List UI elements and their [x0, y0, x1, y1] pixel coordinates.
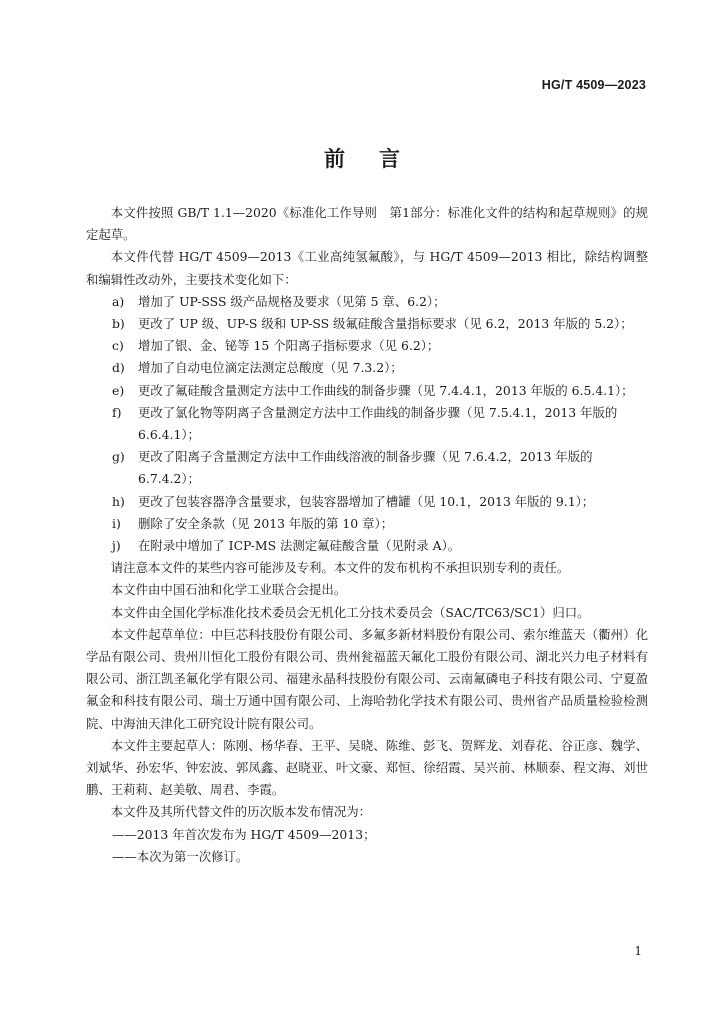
list-item-label: e) — [112, 382, 125, 398]
list-item-label: f) — [112, 404, 122, 420]
list-item-text: 更改了 UP 级、UP-S 级和 UP-SS 级氟硅酸含量指标要求（见 6.2，2013 年版的 5.2）； — [138, 316, 633, 332]
paragraph-history-intro: 本文件及其所代替文件的历次版本发布情况为： — [110, 804, 371, 820]
list-item-text: 增加了银、金、铋等 15 个阳离子指标要求（见 6.2）； — [138, 338, 440, 354]
list-item-label: g) — [112, 449, 125, 465]
list-item — [86, 535, 648, 557]
list-item — [86, 291, 648, 313]
list-item — [86, 335, 648, 357]
list-item-label: a) — [112, 293, 125, 309]
list-item-label: b) — [112, 316, 125, 332]
paragraph-patent-notice: 请注意本文件的某些内容可能涉及专利。本文件的发布机构不承担识别专利的责任。 — [110, 560, 570, 576]
list-item — [86, 513, 648, 535]
list-item-text: 删除了安全条款（见 2013 年版的第 10 章）； — [138, 515, 394, 531]
paragraph-replacement: 本文件代替 HG/T 4509—2013《工业高纯氢氟酸》，与 HG/T 4509—2013 相比，除结构调整和编辑性改动外，主要技术变化如下： — [86, 249, 648, 287]
standard-number: HG/T 4509—2023 — [541, 78, 646, 92]
paragraph-proposer: 本文件由中国石油和化学工业联合会提出。 — [110, 582, 347, 598]
page-number: 1 — [634, 944, 642, 958]
list-item-text: 在附录中增加了 ICP-MS 法测定氟硅酸含量（见附录 A）。 — [138, 538, 461, 554]
list-item — [86, 491, 648, 513]
paragraph-drafting-units: 本文件起草单位：中巨芯科技股份有限公司、多氟多新材料股份有限公司、索尔维蓝天（衢州）化学品有限公司、贵州川恒化工股份有限公司、贵州瓮福蓝天氟化工股份有限公司、湖北兴力电子材料有限公司、浙江凯圣氟化学有限公司、福建永晶科技股份有限公司、云南氟磷电子科技有限公司、宁夏盈氟金和科技有限公司、瑞士万通中国有限公司、上海哈勃化学技术有限公司、贵州省产品质量检验检测院、中海油天津化工研究设计院有限公司。 — [86, 626, 648, 731]
list-item-text: 增加了自动电位滴定法测定总酸度（见 7.3.2）； — [138, 360, 403, 376]
list-item — [86, 313, 648, 335]
list-item-label: c) — [112, 338, 124, 354]
paragraph-committee: 本文件由全国化学标准化技术委员会无机化工分技术委员会（SAC/TC63/SC1）归口。 — [110, 604, 590, 620]
paragraph-drafters: 本文件主要起草人：陈刚、杨华春、王平、吴晓、陈维、彭飞、贺辉龙、刘春花、谷正彦、魏学、刘斌华、孙宏华、钟宏波、郭凤鑫、赵晓亚、叶文豪、郑恒、徐绍霞、吴兴前、林顺泰、程文海、刘世鹏、王莉莉、赵美敬、周君、李霞。 — [86, 737, 648, 798]
list-item-text: 更改了氟硅酸含量测定方法中工作曲线的制备步骤（见 7.4.4.1，2013 年版的 6.5.4.1）； — [138, 382, 634, 398]
changes-list — [86, 291, 648, 557]
list-item — [86, 357, 648, 379]
list-item-text: 更改了阳离子含量测定方法中工作曲线溶液的制备步骤（见 7.6.4.2，2013 年版的 6.7.4.2）； — [138, 449, 593, 487]
list-item-label: h) — [112, 493, 125, 509]
list-item — [86, 380, 648, 402]
list-item-text: 更改了包装容器净含量要求，包装容器增加了槽罐（见 10.1，2013 年版的 9.1）； — [138, 493, 595, 509]
list-item-text: 增加了 UP-SSS 级产品规格及要求（见第 5 章、6.2）； — [138, 293, 446, 309]
page-title: 前言 — [324, 146, 434, 171]
list-item-text: 更改了氯化物等阴离子含量测定方法中工作曲线的制备步骤（见 7.5.4.1，2013 年版的 6.6.4.1）； — [138, 404, 618, 443]
list-item-label: j) — [112, 538, 121, 554]
foreword-body — [86, 202, 648, 868]
list-item-label: i) — [112, 515, 121, 531]
list-item — [86, 402, 648, 446]
history-item: ——本次为第一次修订。 — [112, 848, 249, 864]
paragraph-drafting-rules: 本文件按照 GB/T 1.1—2020《标准化工作导则 第1部分：标准化文件的结构和起草规则》的规定起草。 — [86, 205, 648, 243]
list-item — [86, 446, 648, 490]
list-item-label: d) — [112, 360, 125, 376]
history-item: ——2013 年首次发布为 HG/T 4509—2013； — [112, 826, 376, 842]
